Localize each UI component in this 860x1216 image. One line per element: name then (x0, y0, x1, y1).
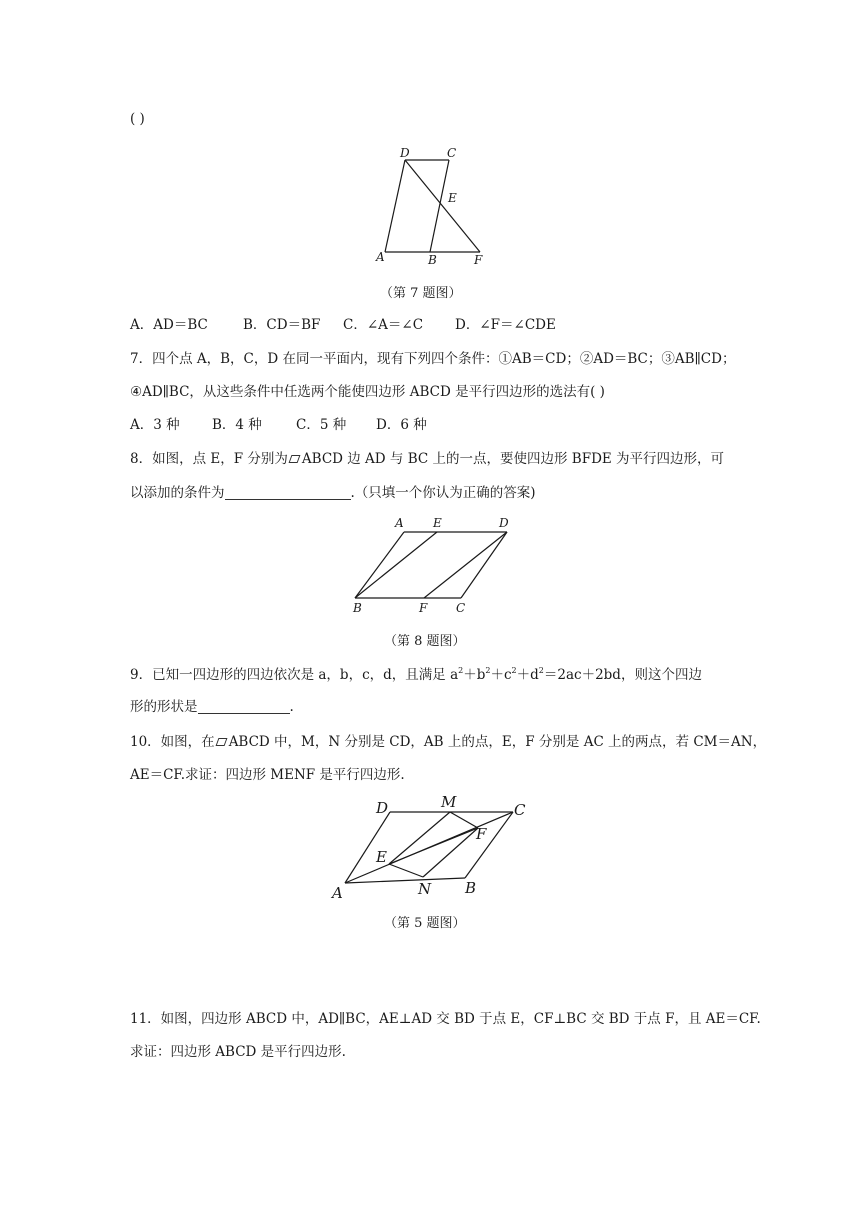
q10-line-1 (130, 733, 766, 751)
fig7-label-B: B (428, 253, 437, 267)
q10-line-1-post: ABCD 中，M，N 分别是 CD，AB 上的点，E，F 分别是 AC 上的两点，若 CM＝AN， (228, 734, 767, 750)
q6-option-a: A．AD＝BC (130, 317, 208, 333)
fig5-label-B: B (465, 879, 477, 897)
q11-line-1: 11．如图，四边形 ABCD 中，AD∥BC，AE⊥AD 交 BD 于点 E，CF⊥BC 交 BD 于点 F，且 AE＝CF. (130, 1011, 761, 1027)
fig7-label-C: C (447, 146, 457, 160)
q9-sup-d: 2 (538, 666, 544, 675)
q7-line-1: 7．四个点 A，B，C，D 在同一平面内，现有下列四个条件：①AB＝CD；②AD＝BC；③AB∥CD； (130, 351, 736, 367)
q9-sup-b: 2 (485, 666, 491, 675)
q7-option-d: D．6 种 (376, 417, 427, 433)
fig7-caption: （第 7 题图） (380, 286, 462, 301)
fig5-caption: （第 5 题图） (384, 916, 466, 931)
q6-option-d: D．∠F＝∠CDE (455, 317, 556, 333)
fig7-label-E: E (448, 191, 457, 205)
fig5-label-N: N (418, 880, 432, 898)
fig5-label-M: M (441, 793, 457, 811)
figure-5 (325, 790, 545, 905)
q10-line-2: AE＝CF.求证：四边形 MENF 是平行四边形. (130, 767, 405, 783)
figure-8 (345, 512, 520, 617)
fig5-label-E: E (376, 848, 387, 866)
q9-line-1-post: ＝2ac＋2bd，则这个四边 (543, 667, 702, 683)
q9-line-1-pre: 9．已知一四边形的四边依次是 a，b，c，d，且满足 a (130, 667, 459, 683)
figure-7 (370, 140, 500, 270)
q8-line-2-pre: 以添加的条件为 (130, 485, 225, 501)
fig7-label-F: F (474, 253, 483, 267)
q8-line-1-post: ABCD 边 AD 与 BC 上的一点，要使四边形 BFDE 为平行四边形，可 (301, 451, 725, 467)
q6-option-b: B．CD＝BF (243, 317, 321, 333)
q8-line-2-post: .（只填一个你认为正确的答案) (350, 485, 536, 501)
fig8-label-E: E (433, 516, 442, 530)
q7-option-a: A．3 种 (130, 417, 180, 433)
fig8-label-B: B (353, 601, 362, 615)
fig8-label-D: D (499, 516, 509, 530)
q9-line-2-post: . (289, 699, 294, 715)
fig5-label-C: C (514, 801, 526, 819)
q9-sup-c: 2 (511, 666, 517, 675)
q8-line-2 (130, 484, 536, 502)
q7-line-2: ④AD∥BC，从这些条件中任选两个能使四边形 ABCD 是平行四边形的选法有( ) (130, 384, 605, 400)
q10-line-1-pre: 10．如图，在 (130, 734, 215, 750)
q9-term-c: ＋c (490, 667, 512, 683)
q9-term-b: ＋b (463, 667, 486, 683)
fig8-label-F: F (419, 601, 428, 615)
q9-sup-a: 2 (458, 666, 464, 675)
q7-option-c: C．5 种 (296, 417, 347, 433)
fig8-label-C: C (456, 601, 466, 615)
q8-line-1 (130, 450, 724, 468)
q8-answer-blank[interactable] (225, 486, 351, 500)
q8-line-1-pre: 8．如图，点 E，F 分别为 (130, 451, 288, 467)
fig7-label-D: D (400, 146, 410, 160)
parallelogram-symbol-icon (215, 738, 227, 746)
answer-bracket: ( ) (130, 111, 145, 127)
fig8-label-A: A (395, 516, 404, 530)
q9-answer-blank[interactable] (198, 700, 290, 714)
q9-line-2-pre: 形的形状是 (130, 699, 198, 715)
fig5-label-A: A (332, 884, 343, 902)
fig7-label-A: A (376, 250, 385, 264)
parallelogram-symbol-icon (288, 455, 300, 463)
fig5-label-F: F (476, 825, 487, 843)
q9-term-d: ＋d (516, 667, 539, 683)
q6-option-c: C．∠A＝∠C (343, 317, 424, 333)
q11-line-2: 求证：四边形 ABCD 是平行四边形. (130, 1044, 346, 1060)
q9-line-2 (130, 698, 294, 716)
q9-line-1 (130, 666, 702, 684)
q7-option-b: B．4 种 (212, 417, 262, 433)
fig8-caption: （第 8 题图） (384, 634, 466, 649)
fig5-label-D: D (376, 799, 389, 817)
